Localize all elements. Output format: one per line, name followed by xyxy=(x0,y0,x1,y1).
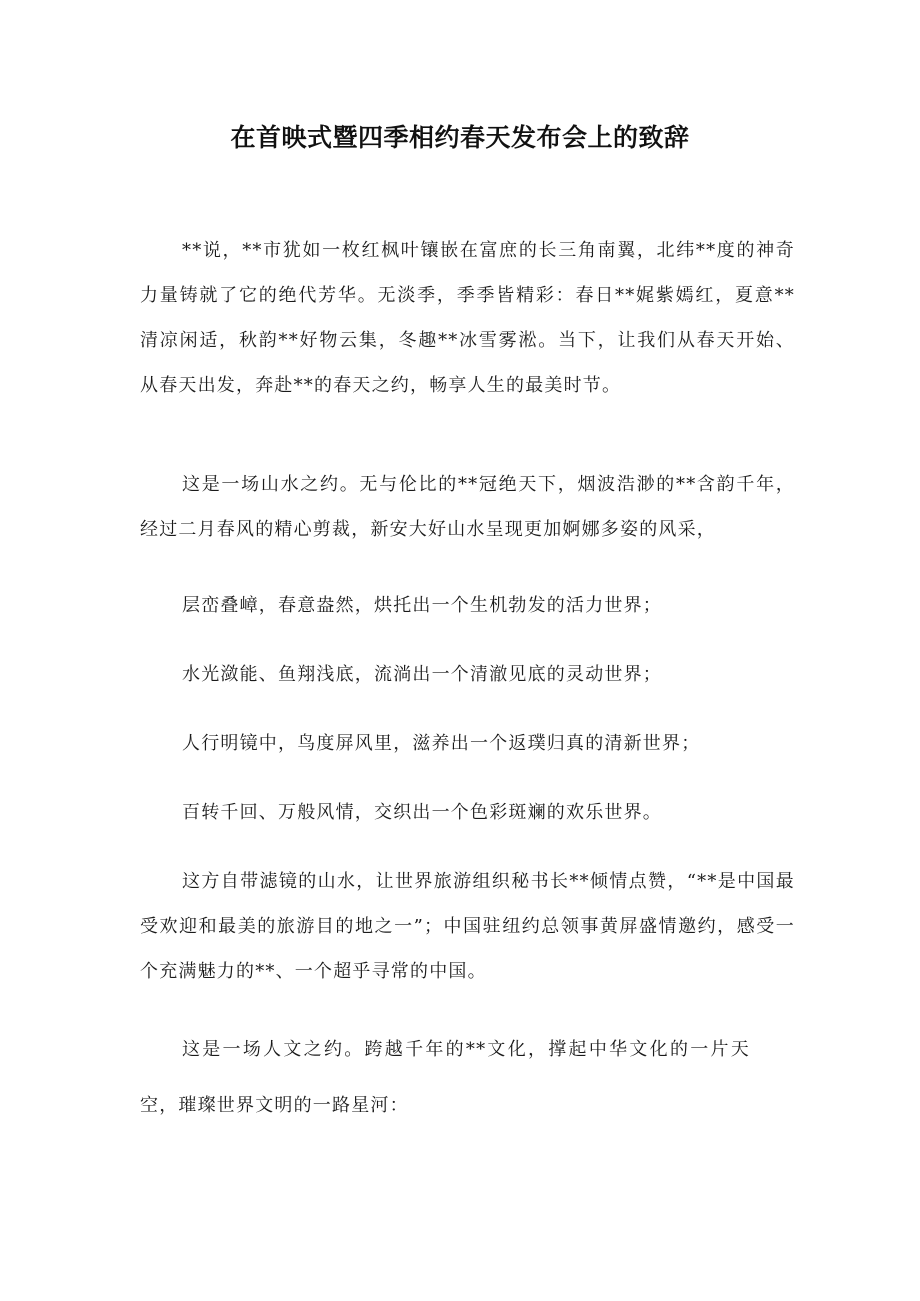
paragraph-line-water: 水光潋能、鱼翔浅底，流淌出一个清澈见底的灵动世界； xyxy=(182,664,662,685)
document-title: 在首映式暨四季相约春天发布会上的致辞 xyxy=(230,123,690,152)
paragraph-intro: **说，**市犹如一枚红枫叶镶嵌在富庶的长三角南翼，北纬**度的神奇力量铸就了它的绝代芳华。无淡季，季季皆精彩：春日**娓紫嫣红，夏意**清凉闲适，秋韵**好物云集，冬趣**冰雪雾淞。当下，让我们从春天开始、从春天出发，奔赴**的春天之约，畅享人生的最美时节。 xyxy=(140,240,795,396)
paragraph-praise: 这方自带滤镜的山水，让世界旅游组织秘书长**倾情点赞，“**是中国最受欢迎和最美的旅游目的地之一”；中国驻纽约总领事黄屏盛情邀约，感受一个充满魅力的**、一个超乎寻常的中国。 xyxy=(140,871,795,982)
paragraph-line-fresh: 人行明镜中，鸟度屏风里，滋养出一个返璞归真的清新世界； xyxy=(182,733,701,754)
paragraph-line-joy: 百转千回、万般风情，交织出一个色彩斑斓的欢乐世界。 xyxy=(182,802,662,823)
paragraph-landscape: 这是一场山水之约。无与伦比的**冠绝天下，烟波浩渺的**含韵千年，经过二月春风的精心剪裁，新安大好山水呈现更加婀娜多姿的风采， xyxy=(140,474,795,540)
paragraph-line-vitality: 层峦叠嶂，春意盎然，烘托出一个生机勃发的活力世界； xyxy=(182,595,662,616)
paragraph-culture: 这是一场人文之约。跨越千年的**文化，撑起中华文化的一片天空，璀璨世界文明的一路星河： xyxy=(140,1039,750,1116)
